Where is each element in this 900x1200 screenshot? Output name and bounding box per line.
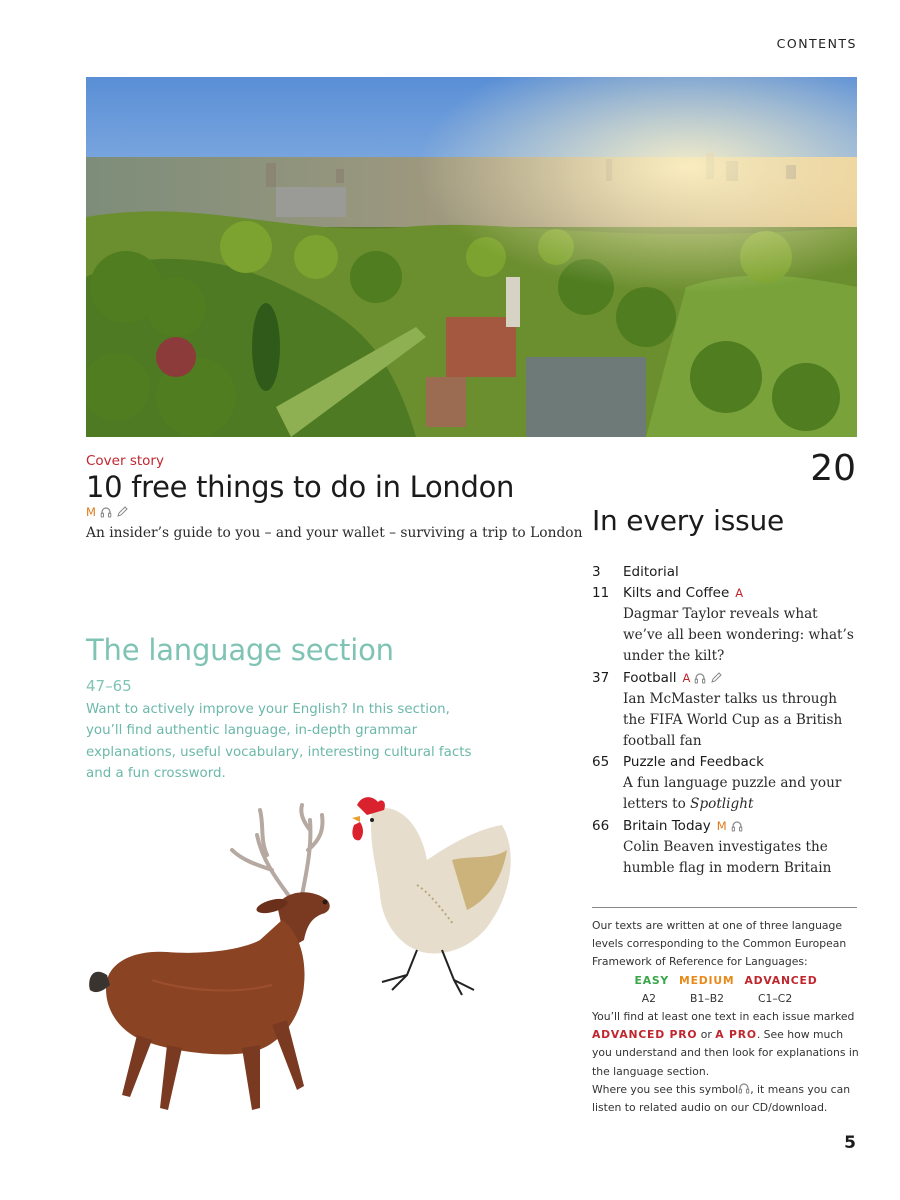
toc-title: Britain Today — [623, 817, 711, 834]
magazine-name: Spotlight — [690, 796, 754, 813]
toc-entry[interactable] — [592, 752, 860, 815]
toc-description-text: A fun language puzzle and your letters to — [623, 775, 842, 813]
pro-label: ADVANCED PRO — [592, 1028, 698, 1042]
levels-intro: Our texts are written at one of three language levels corresponding to the Common European Framework of Reference for Languages: — [592, 919, 847, 969]
pro-text: or — [697, 1028, 716, 1042]
pencil-icon — [710, 672, 722, 684]
pencil-icon — [116, 506, 128, 518]
cover-story-level-row — [86, 505, 128, 519]
audio-text: Where you see this symbol — [592, 1082, 739, 1096]
cover-story-title: 10 free things to do in London — [86, 470, 515, 504]
toc-page: 65 — [592, 754, 610, 771]
section-label: CONTENTS — [776, 36, 857, 51]
audio-text: , it means you can listen to related audio on our CD/download. — [592, 1082, 851, 1115]
toc-description: Dagmar Taylor reveals what we’ve all been wondering: what’s under the kilt? — [623, 606, 854, 665]
level-badge: A — [735, 586, 744, 600]
toc-entry[interactable] — [592, 816, 860, 879]
level-easy-code: A2 — [641, 991, 657, 1005]
level-letter: M — [716, 818, 727, 833]
divider — [592, 907, 857, 908]
headphones-icon — [738, 1082, 750, 1094]
every-issue-list — [592, 562, 860, 879]
toc-description — [623, 773, 860, 815]
page-number: 5 — [844, 1133, 856, 1153]
toc-title: Kilts and Coffee — [623, 585, 730, 601]
cover-story-description: An insider’s guide to you – and your wallet – surviving a trip to London — [86, 525, 583, 541]
audio-note — [592, 1081, 860, 1117]
level-badge — [717, 816, 743, 837]
toc-page: 66 — [592, 817, 610, 834]
cover-story-label: Cover story — [86, 453, 164, 469]
level-medium-code: B1–B2 — [690, 991, 724, 1005]
hero-image — [86, 77, 857, 437]
level-badge — [682, 668, 722, 689]
toc-title: Football — [623, 669, 677, 686]
toc-entry[interactable] — [592, 668, 860, 753]
levels-row — [592, 972, 860, 990]
pro-text: You’ll find at least one text in each issue marked — [592, 1010, 855, 1024]
language-section-pages: 47–65 — [86, 677, 132, 695]
stag-illustration — [89, 805, 330, 1110]
every-issue-title: In every issue — [592, 504, 785, 537]
level-advanced: ADVANCED — [744, 973, 818, 987]
pro-text: . See how much you understand and then look for explanations in the language section. — [592, 1028, 859, 1078]
toc-entry[interactable] — [592, 562, 860, 583]
language-section-title: The language section — [86, 633, 394, 667]
level-badge: M — [86, 505, 96, 519]
toc-page: 11 — [592, 585, 610, 601]
toc-title: Editorial — [623, 564, 679, 580]
language-section-description: Want to actively improve your English? In this section, you’ll find authentic language, in-depth grammar explanations, useful vocabulary, interesting cultural facts and a fun crossword. — [86, 702, 472, 782]
levels-info — [592, 917, 860, 1117]
headphones-icon — [100, 506, 112, 518]
level-easy: EASY — [634, 973, 670, 987]
headphones-icon — [731, 820, 743, 832]
toc-page: 3 — [592, 564, 601, 580]
headphones-icon — [694, 672, 706, 684]
toc-title: Puzzle and Feedback — [623, 754, 764, 771]
toc-entry[interactable] — [592, 583, 860, 668]
level-advanced-code: C1–C2 — [758, 991, 793, 1005]
cover-story-page-number: 20 — [810, 448, 856, 489]
toc-description: Ian McMaster talks us through the FIFA World Cup as a British football fan — [623, 690, 843, 750]
pro-label: A PRO — [715, 1028, 757, 1042]
toc-page: 37 — [592, 669, 610, 686]
level-medium: MEDIUM — [679, 973, 735, 987]
stag-and-hen-illustration — [82, 790, 532, 1130]
toc-description: Colin Beaven investigates the humble flag in modern Britain — [623, 838, 832, 876]
hen-illustration — [352, 797, 511, 995]
level-codes-row — [592, 990, 842, 1008]
level-letter: A — [682, 670, 691, 685]
pro-note — [592, 1008, 860, 1081]
